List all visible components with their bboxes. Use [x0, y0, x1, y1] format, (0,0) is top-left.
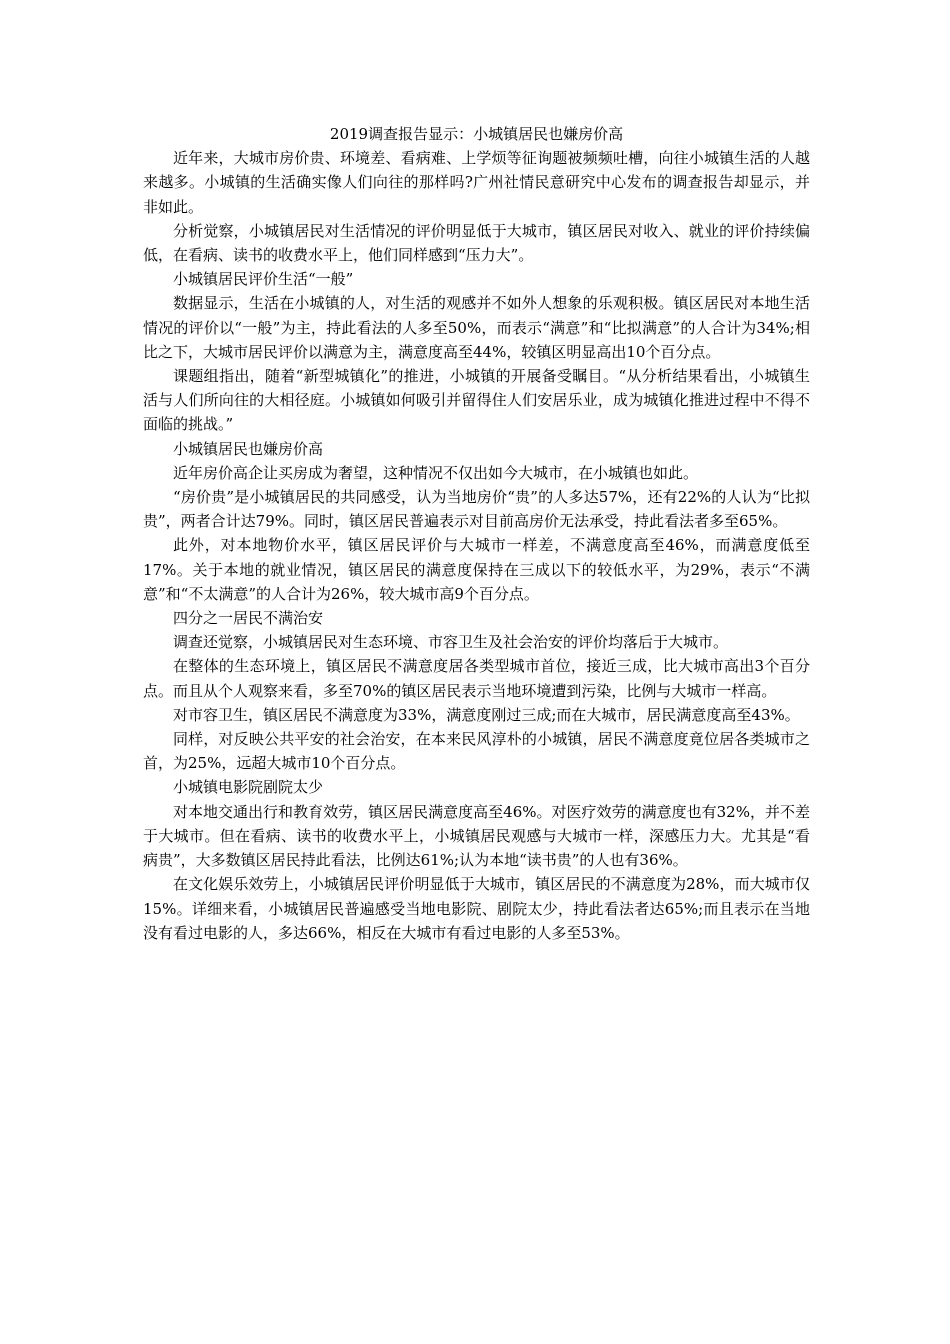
section-heading: 小城镇电影院剧院太少 [173, 778, 324, 797]
paragraph: 近年房价高企让买房成为奢望，这种情况不仅出如今大城市，在小城镇也如此。 [173, 463, 699, 482]
paragraph: 在文化娱乐效劳上，小城镇居民评价明显低于大城市，镇区居民的不满意度为28%，而大城市仅15%。详细来看，小城镇居民普遍感受当地电影院、剧院太少，持此看法者达65%;而且表示在当地没有看过电影的人，多达66%，相反在大城市有看过电影的人多至53%。 [143, 875, 810, 942]
paragraph: 近年来，大城市房价贵、环境差、看病难、上学烦等征询题被频频吐槽，向往小城镇生活的人越来越多。小城镇的生活确实像人们向往的那样吗?广州社情民意研究中心发布的调查报告却显示，并非如此。 [143, 149, 810, 216]
paragraph: 调查还觉察，小城镇居民对生态环境、市容卫生及社会治安的评价均落后于大城市。 [173, 633, 729, 652]
section-heading: 小城镇居民也嫌房价高 [173, 439, 324, 458]
paragraph: 分析觉察，小城镇居民对生活情况的评价明显低于大城市，镇区居民对收入、就业的评价持续偏低，在看病、读书的收费水平上，他们同样感到“压力大”。 [143, 221, 810, 265]
document-title: 2019调查报告显示：小城镇居民也嫌房价高 [329, 125, 624, 143]
paragraph: 对本地交通出行和教育效劳，镇区居民满意度高至46%。对医疗效劳的满意度也有32%，并不差于大城市。但在看病、读书的收费水平上，小城镇居民观感与大城市一样，深感压力大。尤其是“看病贵”，大多数镇区居民持此看法，比例达61%;认为本地“读书贵”的人也有36%。 [143, 802, 810, 870]
document-page [143, 122, 810, 945]
paragraph: 此外，对本地物价水平，镇区居民评价与大城市一样差，不满意度高至46%，而满意度低至17%。关于本地的就业情况，镇区居民的满意度保持在三成以下的较低水平，为29%，表示“不满意”和“不太满意”的人合计为26%，较大城市高9个百分点。 [143, 536, 810, 603]
section-heading: 四分之一居民不满治安 [173, 609, 324, 628]
paragraph: 对市容卫生，镇区居民不满意度为33%，满意度刚过三成;而在大城市，居民满意度高至43%。 [173, 705, 800, 724]
paragraph: “房价贵”是小城镇居民的共同感受，认为当地房价“贵”的人多达57%，还有22%的人认为“比拟贵”，两者合计达79%。同时，镇区居民普遍表示对目前高房价无法承受，持此看法者多至65%。 [143, 488, 810, 531]
paragraph: 课题组指出，随着“新型城镇化”的推进，小城镇的开展备受瞩目。“从分析结果看出，小城镇生活与人们所向往的大相径庭。小城镇如何吸引并留得住人们安居乐业，成为城镇化推进过程中不得不面临的挑战。” [143, 367, 810, 434]
paragraph: 同样，对反映公共平安的社会治安，在本来民风淳朴的小城镇，居民不满意度竟位居各类城市之首，为25%，远超大城市10个百分点。 [143, 730, 810, 773]
section-heading: 小城镇居民评价生活“一般” [173, 270, 354, 289]
paragraph: 数据显示，生活在小城镇的人，对生活的观感并不如外人想象的乐观积极。镇区居民对本地生活情况的评价以“一般”为主，持此看法的人多至50%，而表示“满意”和“比拟满意”的人合计为34%;相比之下，大城市居民评价以满意为主，满意度高至44%，较镇区明显高出10个百分点。 [143, 294, 810, 361]
paragraph: 在整体的生态环境上，镇区居民不满意度居各类型城市首位，接近三成，比大城市高出3个百分点。而且从个人观察来看，多至70%的镇区居民表示当地环境遭到污染，比例与大城市一样高。 [143, 657, 810, 700]
